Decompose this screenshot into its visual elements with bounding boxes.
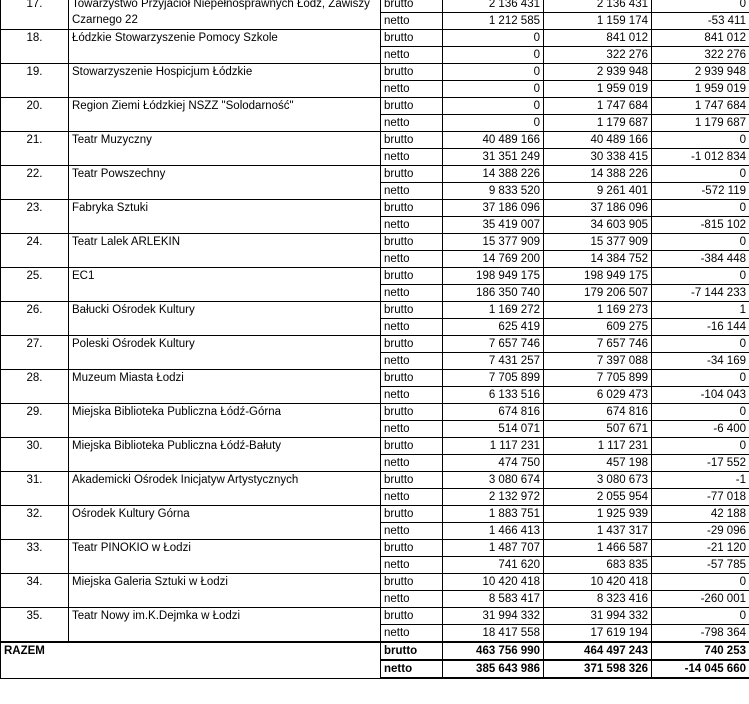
netto-value-2: 1 959 019 — [544, 81, 652, 98]
row-number: 26. — [1, 302, 69, 336]
table-row-brutto — [1, 404, 749, 421]
netto-value-2: 2 055 954 — [544, 489, 652, 506]
netto-label: netto — [381, 421, 443, 438]
netto-value-1: 35 419 007 — [443, 217, 544, 234]
netto-value-3: -34 169 — [652, 353, 749, 370]
netto-value-3: -7 144 233 — [652, 285, 749, 302]
netto-value-2: 14 384 752 — [544, 251, 652, 268]
entity-name: Teatr Nowy im.K.Dejmka w Łodzi — [69, 608, 381, 643]
brutto-value-3: 841 012 — [652, 30, 749, 47]
row-number: 18. — [1, 30, 69, 64]
summary-brutto-value-1: 463 756 990 — [443, 642, 544, 660]
netto-value-1: 514 071 — [443, 421, 544, 438]
brutto-value-1: 1 883 751 — [443, 506, 544, 523]
netto-value-2: 609 275 — [544, 319, 652, 336]
brutto-value-3: 0 — [652, 404, 749, 421]
entity-name: Akademicki Ośrodek Inicjatyw Artystycznych — [69, 472, 381, 506]
entity-name: Poleski Ośrodek Kultury — [69, 336, 381, 370]
brutto-value-3: 0 — [652, 166, 749, 183]
netto-value-3: -6 400 — [652, 421, 749, 438]
brutto-value-3: 0 — [652, 200, 749, 217]
brutto-label: brutto — [381, 98, 443, 115]
netto-value-3: -260 001 — [652, 591, 749, 608]
brutto-value-2: 841 012 — [544, 30, 652, 47]
brutto-value-1: 0 — [443, 98, 544, 115]
table-row-brutto — [1, 370, 749, 387]
entity-name: Teatr PINOKIO w Łodzi — [69, 540, 381, 574]
table-row-brutto — [1, 336, 749, 353]
brutto-value-3: 0 — [652, 0, 749, 13]
netto-value-3: -29 096 — [652, 523, 749, 540]
table-row-brutto — [1, 64, 749, 81]
netto-value-2: 8 323 416 — [544, 591, 652, 608]
brutto-label: brutto — [381, 200, 443, 217]
row-number: 34. — [1, 574, 69, 608]
brutto-value-3: 0 — [652, 438, 749, 455]
netto-label: netto — [381, 557, 443, 574]
summary-section — [1, 642, 749, 678]
brutto-value-2: 1 747 684 — [544, 98, 652, 115]
brutto-value-3: 42 188 — [652, 506, 749, 523]
summary-netto-value-3: -14 045 660 — [652, 660, 749, 678]
netto-value-3: -798 364 — [652, 625, 749, 643]
netto-value-3: -815 102 — [652, 217, 749, 234]
netto-value-3: -384 448 — [652, 251, 749, 268]
netto-label: netto — [381, 251, 443, 268]
summary-netto-value-2: 371 598 326 — [544, 660, 652, 678]
netto-value-1: 0 — [443, 115, 544, 132]
netto-value-1: 9 833 520 — [443, 183, 544, 200]
row-number: 35. — [1, 608, 69, 643]
table-row-brutto — [1, 438, 749, 455]
brutto-label: brutto — [381, 540, 443, 557]
table-row-brutto — [1, 472, 749, 489]
row-number: 23. — [1, 200, 69, 234]
table-row-brutto — [1, 540, 749, 557]
netto-value-1: 8 583 417 — [443, 591, 544, 608]
brutto-label: brutto — [381, 404, 443, 421]
netto-value-3: -77 018 — [652, 489, 749, 506]
brutto-value-1: 10 420 418 — [443, 574, 544, 591]
row-number: 20. — [1, 98, 69, 132]
brutto-label: brutto — [381, 472, 443, 489]
brutto-value-3: 0 — [652, 370, 749, 387]
brutto-value-2: 674 816 — [544, 404, 652, 421]
row-number: 21. — [1, 132, 69, 166]
row-number: 32. — [1, 506, 69, 540]
brutto-value-1: 40 489 166 — [443, 132, 544, 149]
brutto-value-3: 0 — [652, 132, 749, 149]
brutto-value-1: 14 388 226 — [443, 166, 544, 183]
brutto-value-1: 198 949 175 — [443, 268, 544, 285]
brutto-label: brutto — [381, 370, 443, 387]
brutto-value-2: 2 136 431 — [544, 0, 652, 13]
brutto-value-3: 2 939 948 — [652, 64, 749, 81]
summary-brutto-value-2: 464 497 243 — [544, 642, 652, 660]
table-row-brutto — [1, 98, 749, 115]
brutto-label: brutto — [381, 574, 443, 591]
netto-value-2: 30 338 415 — [544, 149, 652, 166]
brutto-value-1: 0 — [443, 30, 544, 47]
brutto-label: brutto — [381, 438, 443, 455]
row-number: 29. — [1, 404, 69, 438]
netto-value-3: -572 119 — [652, 183, 749, 200]
netto-value-2: 1 437 317 — [544, 523, 652, 540]
netto-label: netto — [381, 149, 443, 166]
brutto-value-1: 15 377 909 — [443, 234, 544, 251]
row-number: 17. — [1, 0, 69, 30]
entity-name: Fabryka Sztuki — [69, 200, 381, 234]
netto-value-1: 0 — [443, 81, 544, 98]
brutto-value-3: 1 — [652, 302, 749, 319]
netto-value-1: 6 133 516 — [443, 387, 544, 404]
brutto-value-2: 2 939 948 — [544, 64, 652, 81]
table-row-brutto — [1, 132, 749, 149]
netto-value-2: 683 835 — [544, 557, 652, 574]
brutto-value-2: 1 169 273 — [544, 302, 652, 319]
netto-value-1: 31 351 249 — [443, 149, 544, 166]
brutto-value-2: 40 489 166 — [544, 132, 652, 149]
netto-label: netto — [381, 285, 443, 302]
brutto-value-2: 14 388 226 — [544, 166, 652, 183]
netto-value-3: 322 276 — [652, 47, 749, 64]
brutto-value-2: 3 080 673 — [544, 472, 652, 489]
netto-value-1: 7 431 257 — [443, 353, 544, 370]
netto-value-1: 2 132 972 — [443, 489, 544, 506]
brutto-value-2: 1 466 587 — [544, 540, 652, 557]
netto-value-1: 1 466 413 — [443, 523, 544, 540]
brutto-value-3: 0 — [652, 234, 749, 251]
netto-value-1: 474 750 — [443, 455, 544, 472]
brutto-label: brutto — [381, 234, 443, 251]
brutto-value-3: 0 — [652, 336, 749, 353]
table-row-brutto — [1, 234, 749, 251]
row-number: 31. — [1, 472, 69, 506]
brutto-value-3: 0 — [652, 574, 749, 591]
brutto-value-1: 1 117 231 — [443, 438, 544, 455]
brutto-label: brutto — [381, 336, 443, 353]
entity-name: Łódzkie Stowarzyszenie Pomocy Szkole — [69, 30, 381, 64]
table-row-brutto — [1, 608, 749, 625]
netto-value-2: 457 198 — [544, 455, 652, 472]
entity-name: Teatr Muzyczny — [69, 132, 381, 166]
brutto-value-3: -1 — [652, 472, 749, 489]
netto-value-1: 18 417 558 — [443, 625, 544, 643]
table-row-brutto — [1, 268, 749, 285]
netto-label: netto — [381, 489, 443, 506]
netto-value-3: -57 785 — [652, 557, 749, 574]
table-row-brutto — [1, 506, 749, 523]
table-row-brutto — [1, 30, 749, 47]
row-number: 30. — [1, 438, 69, 472]
netto-value-1: 14 769 200 — [443, 251, 544, 268]
brutto-value-2: 7 657 746 — [544, 336, 652, 353]
entity-name: Miejska Galeria Sztuki w Łodzi — [69, 574, 381, 608]
netto-value-2: 179 206 507 — [544, 285, 652, 302]
brutto-label: brutto — [381, 64, 443, 81]
brutto-value-3: 0 — [652, 268, 749, 285]
brutto-label: brutto — [381, 506, 443, 523]
brutto-value-2: 37 186 096 — [544, 200, 652, 217]
netto-value-2: 34 603 905 — [544, 217, 652, 234]
table-row-brutto — [1, 166, 749, 183]
row-number: 24. — [1, 234, 69, 268]
table-row-brutto — [1, 302, 749, 319]
netto-label: netto — [381, 47, 443, 64]
summary-label: RAZEM — [1, 642, 381, 678]
row-number: 28. — [1, 370, 69, 404]
brutto-label: brutto — [381, 302, 443, 319]
netto-value-3: 1 959 019 — [652, 81, 749, 98]
netto-value-1: 186 350 740 — [443, 285, 544, 302]
brutto-label: brutto — [381, 608, 443, 625]
netto-label: netto — [381, 353, 443, 370]
table-row-brutto — [1, 0, 749, 13]
netto-label: netto — [381, 81, 443, 98]
brutto-value-1: 31 994 332 — [443, 608, 544, 625]
netto-value-3: -16 144 — [652, 319, 749, 336]
netto-value-2: 1 159 174 — [544, 13, 652, 30]
netto-value-2: 1 179 687 — [544, 115, 652, 132]
brutto-label: brutto — [381, 30, 443, 47]
brutto-label: brutto — [381, 132, 443, 149]
netto-label: netto — [381, 115, 443, 132]
brutto-value-1: 0 — [443, 64, 544, 81]
netto-value-2: 322 276 — [544, 47, 652, 64]
brutto-label: brutto — [381, 166, 443, 183]
brutto-value-2: 10 420 418 — [544, 574, 652, 591]
brutto-value-3: 1 747 684 — [652, 98, 749, 115]
entity-name: EC1 — [69, 268, 381, 302]
netto-label: netto — [381, 13, 443, 30]
netto-value-3: -104 043 — [652, 387, 749, 404]
brutto-value-1: 1 169 272 — [443, 302, 544, 319]
entity-name: Stowarzyszenie Hospicjum Łódzkie — [69, 64, 381, 98]
summary-brutto-label: brutto — [381, 642, 443, 660]
brutto-value-1: 7 657 746 — [443, 336, 544, 353]
brutto-value-2: 1 117 231 — [544, 438, 652, 455]
netto-value-3: -53 411 — [652, 13, 749, 30]
entity-name: Teatr Lalek ARLEKIN — [69, 234, 381, 268]
brutto-value-2: 198 949 175 — [544, 268, 652, 285]
row-number: 22. — [1, 166, 69, 200]
summary-brutto-value-3: 740 253 — [652, 642, 749, 660]
netto-value-1: 1 212 585 — [443, 13, 544, 30]
brutto-value-1: 1 487 707 — [443, 540, 544, 557]
brutto-value-1: 2 136 431 — [443, 0, 544, 13]
netto-value-2: 17 619 194 — [544, 625, 652, 643]
entity-name: Miejska Biblioteka Publiczna Łódź-Górna — [69, 404, 381, 438]
entity-name: Miejska Biblioteka Publiczna Łódź-Bałuty — [69, 438, 381, 472]
netto-label: netto — [381, 523, 443, 540]
brutto-value-2: 7 705 899 — [544, 370, 652, 387]
summary-netto-value-1: 385 643 986 — [443, 660, 544, 678]
entity-name: Region Ziemi Łódzkiej NSZZ "Solodarność" — [69, 98, 381, 132]
netto-value-2: 9 261 401 — [544, 183, 652, 200]
brutto-value-3: 0 — [652, 608, 749, 625]
entity-name: Muzeum Miasta Łodzi — [69, 370, 381, 404]
netto-value-2: 7 397 088 — [544, 353, 652, 370]
netto-value-1: 741 620 — [443, 557, 544, 574]
netto-label: netto — [381, 455, 443, 472]
netto-value-1: 0 — [443, 47, 544, 64]
entity-name: Towarzystwo Przyjaciół Niepełnosprawnych Łódź, Zawiszy Czarnego 22 — [69, 0, 381, 30]
summary-brutto-row — [1, 642, 749, 660]
brutto-value-1: 7 705 899 — [443, 370, 544, 387]
entity-name: Ośrodek Kultury Górna — [69, 506, 381, 540]
netto-value-2: 6 029 473 — [544, 387, 652, 404]
brutto-value-1: 37 186 096 — [443, 200, 544, 217]
netto-label: netto — [381, 319, 443, 336]
entity-name: Teatr Powszechny — [69, 166, 381, 200]
row-number: 25. — [1, 268, 69, 302]
entity-name: Bałucki Ośrodek Kultury — [69, 302, 381, 336]
netto-label: netto — [381, 625, 443, 643]
brutto-value-1: 674 816 — [443, 404, 544, 421]
table-row-brutto — [1, 574, 749, 591]
netto-value-3: 1 179 687 — [652, 115, 749, 132]
netto-value-1: 625 419 — [443, 319, 544, 336]
netto-label: netto — [381, 217, 443, 234]
brutto-value-1: 3 080 674 — [443, 472, 544, 489]
netto-value-3: -1 012 834 — [652, 149, 749, 166]
brutto-value-2: 1 925 939 — [544, 506, 652, 523]
table-row-brutto — [1, 200, 749, 217]
row-number: 33. — [1, 540, 69, 574]
netto-label: netto — [381, 591, 443, 608]
netto-value-2: 507 671 — [544, 421, 652, 438]
row-number: 27. — [1, 336, 69, 370]
brutto-value-3: -21 120 — [652, 540, 749, 557]
netto-label: netto — [381, 387, 443, 404]
brutto-value-2: 31 994 332 — [544, 608, 652, 625]
netto-label: netto — [381, 183, 443, 200]
summary-netto-label: netto — [381, 660, 443, 678]
brutto-label: brutto — [381, 268, 443, 285]
brutto-label: brutto — [381, 0, 443, 13]
row-number: 19. — [1, 64, 69, 98]
brutto-value-2: 15 377 909 — [544, 234, 652, 251]
netto-value-3: -17 552 — [652, 455, 749, 472]
table-body — [1, 0, 749, 642]
